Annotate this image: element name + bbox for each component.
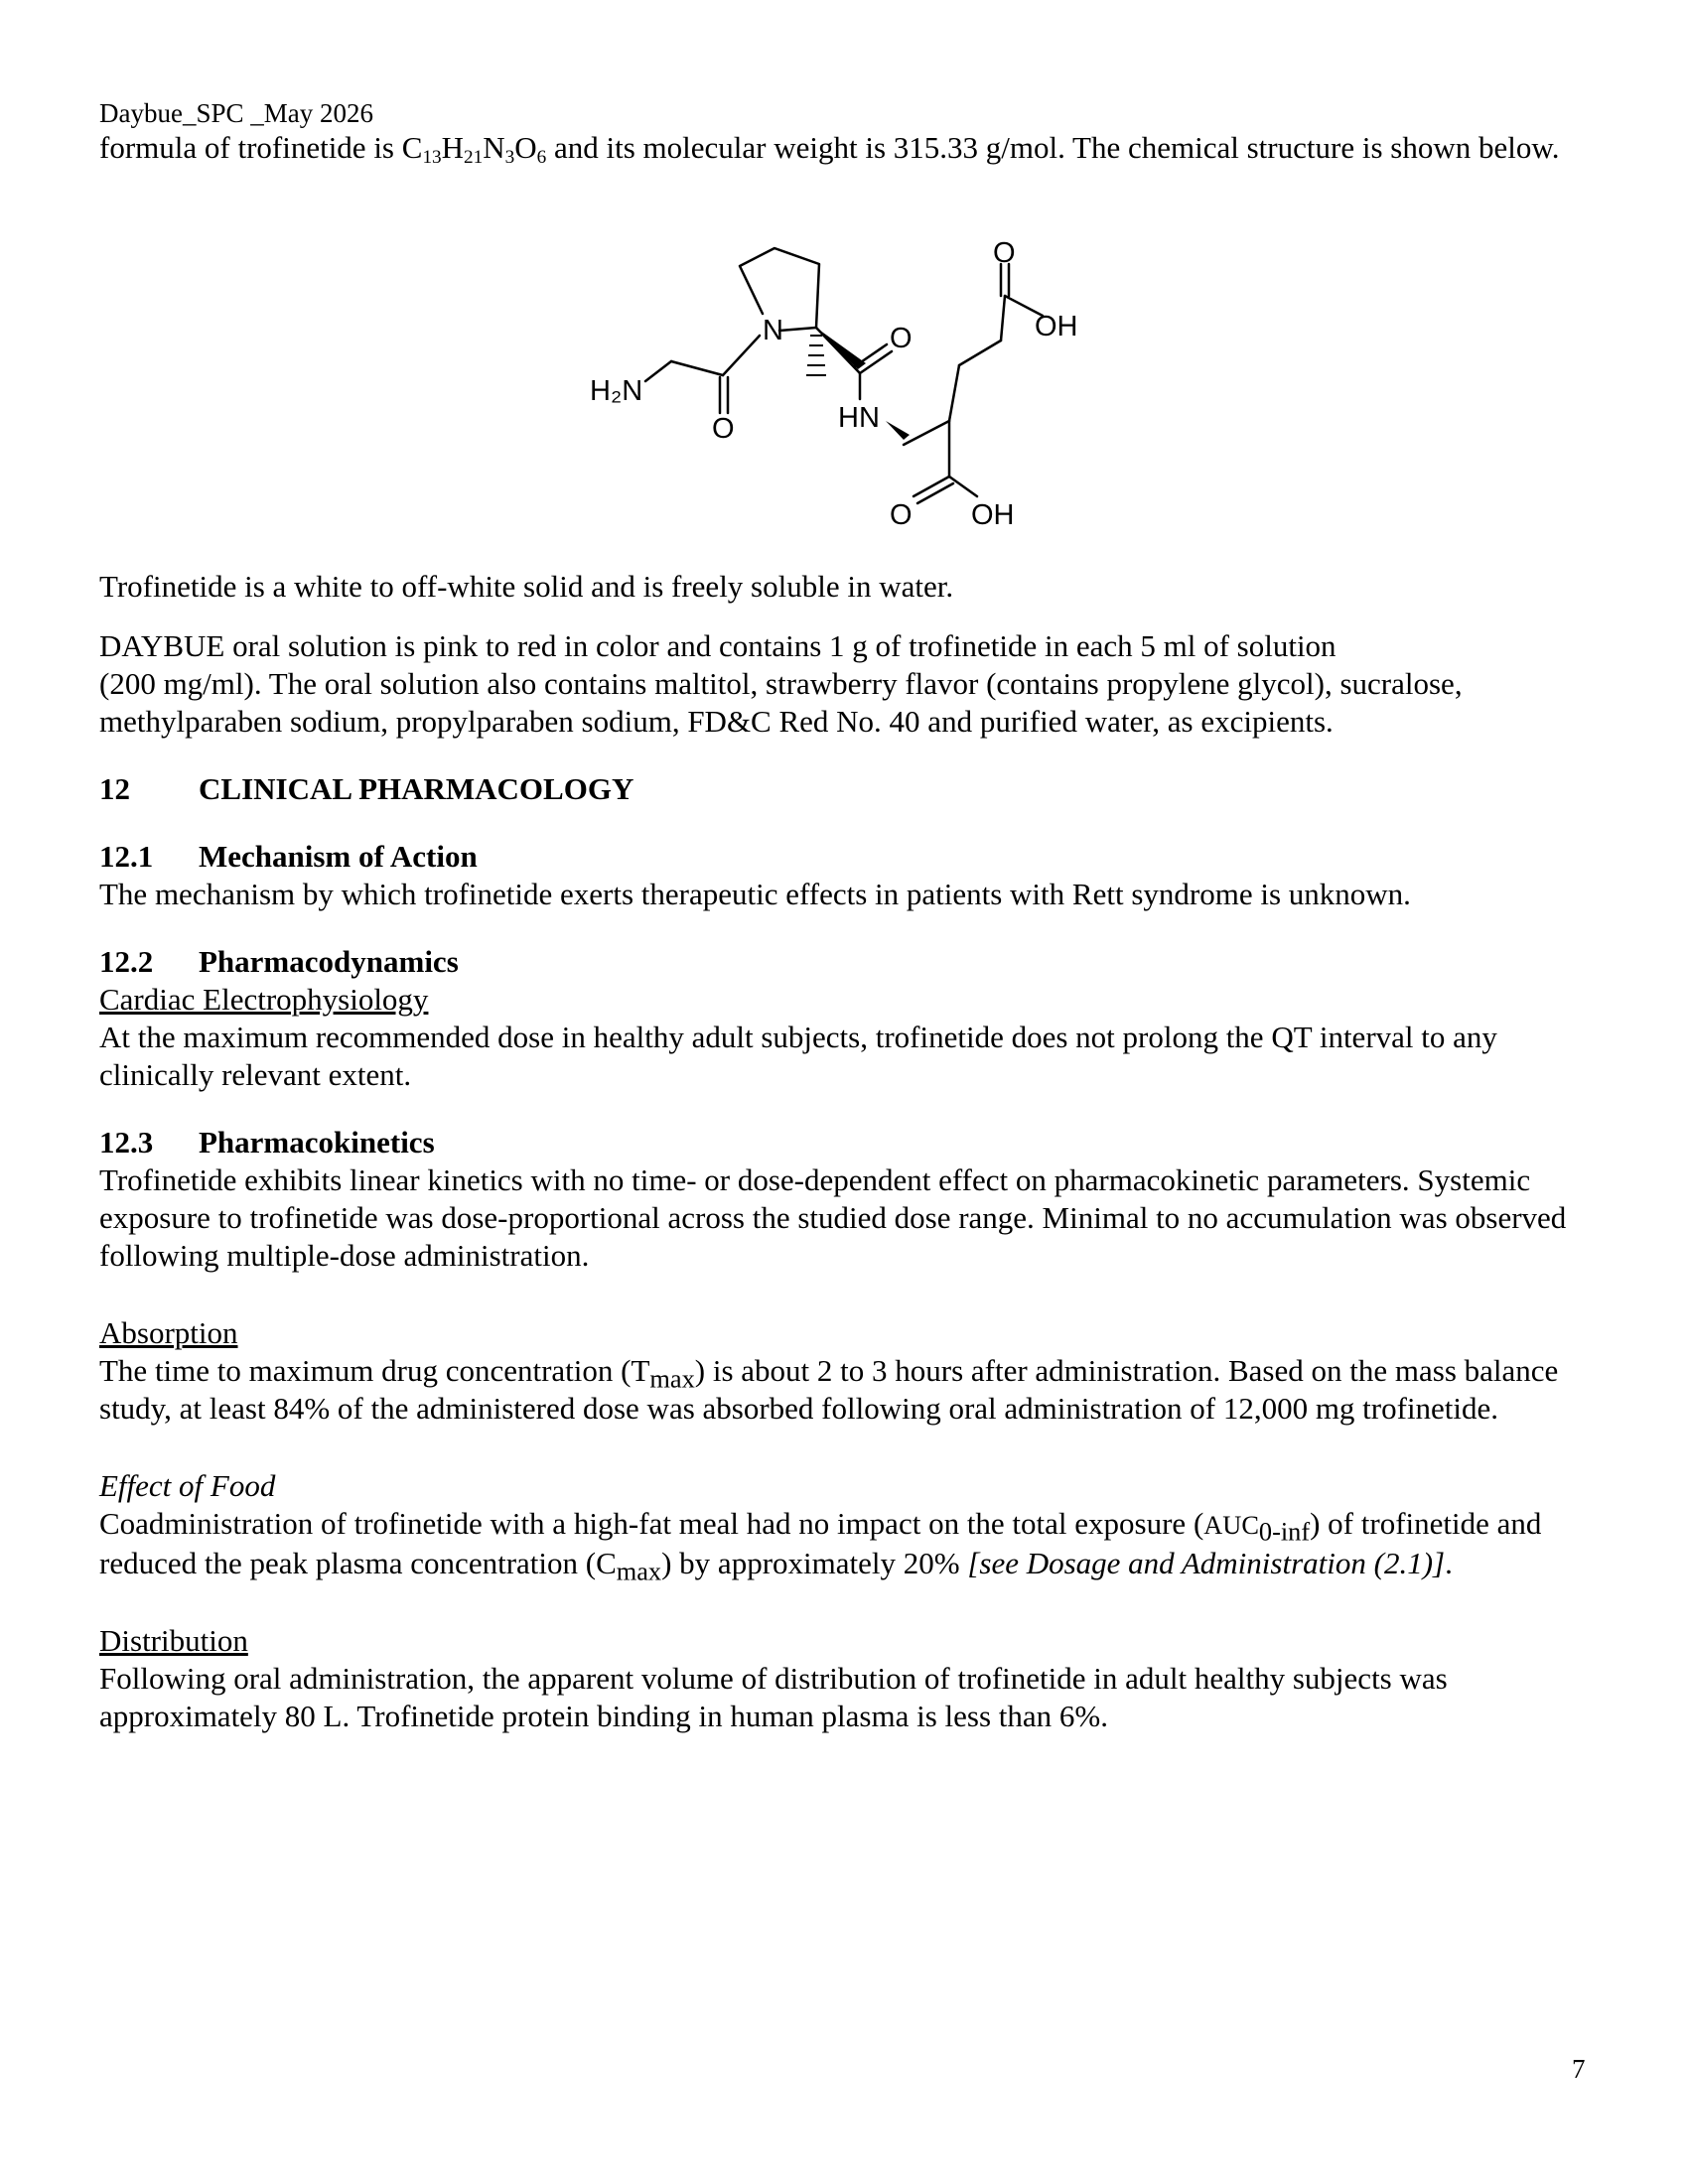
- chemical-structure-diagram: [576, 236, 1112, 554]
- food-paragraph: Coadministration of trofinetide with a high-fat meal had no impact on the total exposure $(AUC_{0-inf})$ of trofinetide and reduced the peak plasma concentration $(C_{max})$ by approximately 20% [see Dosage and Administration (2.1)].: [99, 1506, 1542, 1586]
- atom-label-o-sidechain: O: [993, 237, 1016, 269]
- atom-label-oh-sidechain: OH: [1035, 311, 1078, 342]
- food-subheading: Effect of Food: [99, 1468, 276, 1503]
- section-12-3-heading: 12.3 Pharmacokinetics: [99, 1125, 435, 1160]
- section-12-2-heading: 12.2 Pharmacodynamics: [99, 944, 459, 979]
- solid-paragraph: Trofinetide is a white to off-white solid and is freely soluble in water.: [99, 569, 954, 604]
- document-header: Daybue_SPC _May 2026: [99, 98, 373, 128]
- atom-label-n: N: [763, 315, 783, 346]
- cardiac-subheading: Cardiac Electrophysiology: [99, 982, 429, 1017]
- atom-label-o-proline: O: [890, 323, 913, 354]
- distribution-subheading: Distribution: [99, 1623, 248, 1658]
- solution-paragraph: DAYBUE oral solution is pink to red in color and contains 1 g of trofinetide in each 5 ml of solution (200 mg/ml). The oral solution also contains maltitol, strawberry flavor (contains propylene glycol), sucralose, methylparaben sodium, propylparaben sodium, FD&C Red No. 40 and purified water, as excipients.: [99, 628, 1463, 739]
- atom-label-hn: HN: [838, 402, 880, 434]
- absorption-paragraph: The time to maximum drug concentration $(T_{max})$ is about 2 to 3 hours after administration. Based on the mass balance study, at least 84% of the administered dose was absorbed following oral administration of 12,000 mg trofinetide.: [99, 1353, 1559, 1426]
- distribution-paragraph: Following oral administration, the apparent volume of distribution of trofinetide in adult healthy subjects was approximately 80 L. Trofinetide protein binding in human plasma is less than 6%.: [99, 1661, 1448, 1733]
- section-12-heading: 12 CLINICAL PHARMACOLOGY: [99, 771, 634, 806]
- cardiac-paragraph: At the maximum recommended dose in healthy adult subjects, trofinetide does not prolong the QT interval to any clinically relevant extent.: [99, 1020, 1497, 1092]
- dosage-reference: [see Dosage and Administration (2.1)]: [967, 1546, 1446, 1580]
- formula-paragraph: formula of trofinetide is $C_{13}H_{21}N_3O_6$ and its molecular weight is 315.33 g/mol. The chemical structure is shown below.: [99, 130, 1560, 168]
- atom-label-o-glycyl: O: [712, 413, 735, 445]
- mechanism-paragraph: The mechanism by which trofinetide exerts therapeutic effects in patients with Rett syndrome is unknown.: [99, 877, 1411, 911]
- pharmacokinetics-paragraph: Trofinetide exhibits linear kinetics with no time- or dose-dependent effect on pharmacokinetic parameters. Systemic exposure to trofinetide was dose-proportional across the studied dose range. Minimal to no accumulation was observed following multiple-dose administration.: [99, 1162, 1567, 1273]
- atom-label-o-carboxyl: O: [890, 499, 913, 531]
- absorption-subheading: Absorption: [99, 1315, 238, 1350]
- section-12-1-heading: 12.1 Mechanism of Action: [99, 839, 478, 874]
- page-number: 7: [1572, 2054, 1586, 2084]
- atom-label-h2n: H₂N: [590, 375, 643, 407]
- atom-label-oh-carboxyl: OH: [971, 499, 1015, 531]
